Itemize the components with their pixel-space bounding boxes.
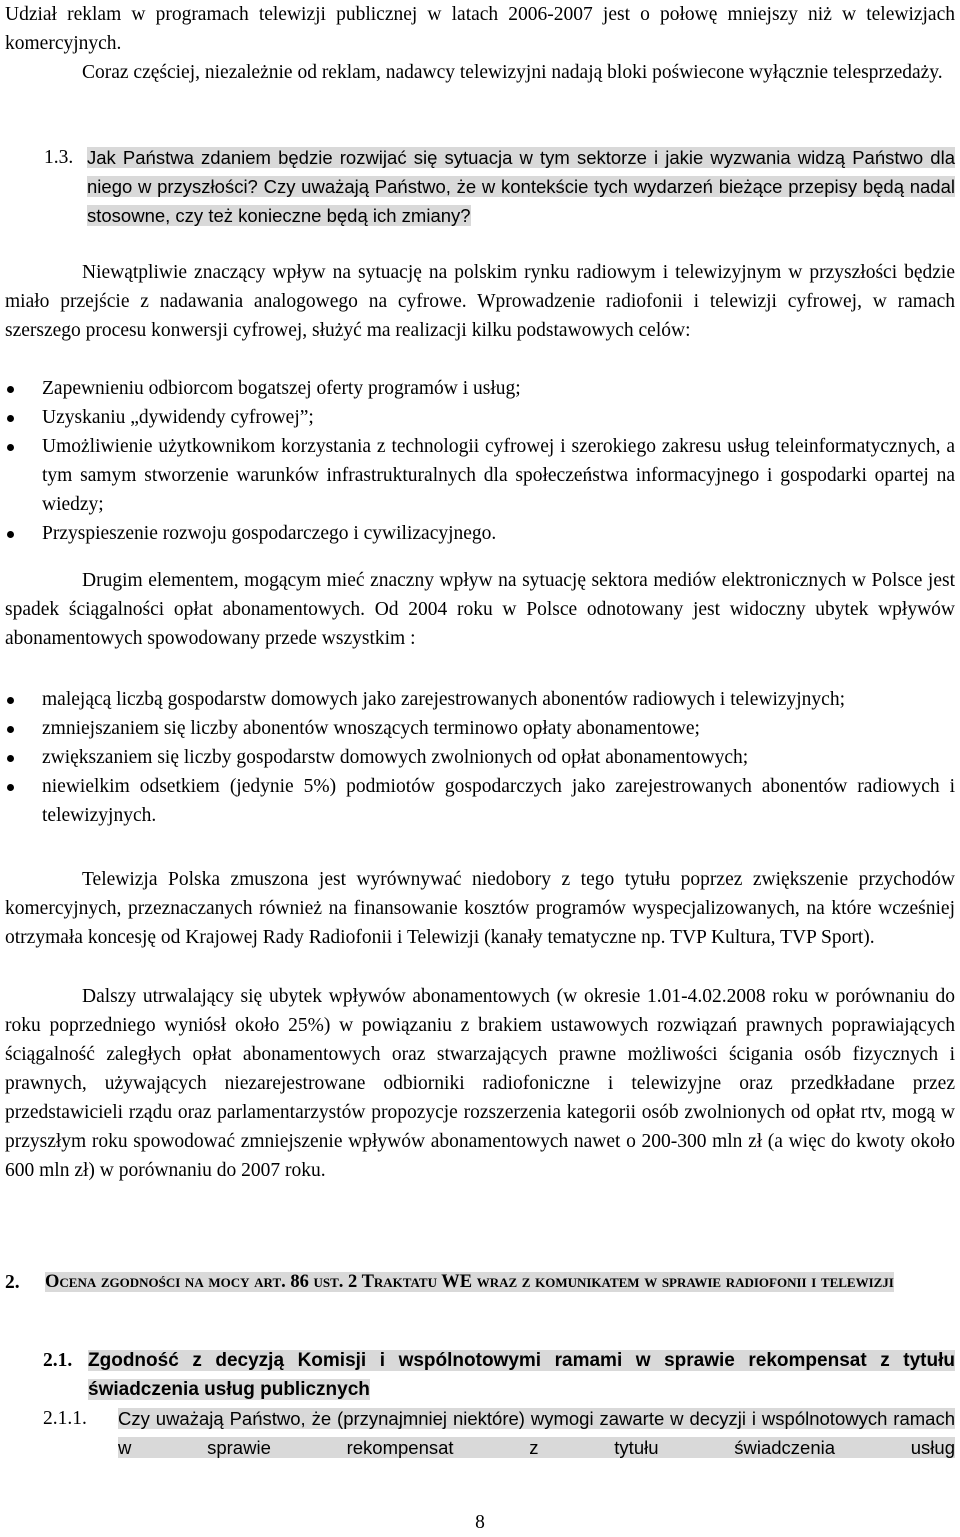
answer-digital-paragraph <box>5 258 955 345</box>
list-item <box>5 685 955 714</box>
page-number: 8 <box>475 1512 485 1533</box>
list-item-text: Umożliwienie użytkownikom korzystania z technologii cyfrowej i szerokiego zakresu usług teleinformatycznych, a tym samym stworzenie warunków infrastrukturalnych dla społeczeństwa informacyjnego i gospodarki opartej na wiedzy; <box>42 436 955 515</box>
question-text <box>87 143 955 230</box>
answer-tvp-text: Telewizja Polska zmuszona jest wyrównywać niedobory z tego tytułu poprzez zwiększenie przychodów komercyjnych, przeznaczanych również na finansowanie kosztów programów wyspecjalizowanych, na które wcześniej otrzymała koncesję od Krajowej Rady Radiofonii i Telewizji (kanały tematyczne np. TVP Kultura, TVP Sport). <box>5 869 955 948</box>
section-title-text: Ocena zgodności na mocy art. 86 ust. 2 Traktatu WE wraz z komunikatem w sprawie radiofonii i telewizji <box>45 1272 894 1292</box>
bullet-icon <box>7 697 14 704</box>
subsubsection-highlighted-text: Czy uważają Państwo, że (przynajmniej niektóre) wymogi zawarte w decyzji i wspólnotowych ramach w sprawie rekompensat z tytułu świadczenia usług <box>118 1408 955 1458</box>
list-item <box>5 714 955 743</box>
list-item-text: zwiększaniem się liczby gospodarstw domowych zwolnionych od opłat abonamentowych; <box>42 747 749 768</box>
answer-digital-text: Niewątpliwie znaczący wpływ na sytuację na polskim rynku radiowym i telewizyjnym w przyszłości będzie miało przejście z nadawania analogowego na cyfrowe. Wprowadzenie radiofonii i telewizji cyfrowej, w ramach szerszego procesu konwersji cyfrowej, służyć ma realizacji kilku podstawowych celów: <box>5 262 955 341</box>
list-item-text: niewielkim odsetkiem (jedynie 5%) podmiotów gospodarczych jako zarejestrowanych abonentów radiowych i telewizyjnych. <box>42 776 955 826</box>
reasons-list <box>5 685 955 830</box>
bullet-icon <box>7 415 14 422</box>
list-item-text: malejącą liczbą gospodarstw domowych jako zarejestrowanych abonentów radiowych i telewizyjnych; <box>42 689 846 710</box>
answer-tvp-paragraph <box>5 865 955 952</box>
list-item-text: Uzyskaniu „dywidendy cyfrowej”; <box>42 407 314 428</box>
intro-teleshopping-text: Coraz częściej, niezależnie od reklam, nadawcy telewizyjni nadają bloki poświecone wyłącznie telesprzedaży. <box>82 62 943 83</box>
subsection-number: 2.1. <box>43 1350 73 1371</box>
answer-decline-paragraph <box>5 982 955 1185</box>
list-item <box>5 519 955 548</box>
subsubsection-text <box>118 1404 955 1462</box>
list-item-text: zmniejszaniem się liczby abonentów wnoszących terminowo opłaty abonamentowe; <box>42 718 700 739</box>
list-item <box>5 403 955 432</box>
answer-decline-text: Dalszy utrwalający się ubytek wpływów abonamentowych (w okresie 1.01-4.02.2008 roku w porównaniu do roku poprzedniego wyniósł około 25%) w powiązaniu z brakiem ustawowych rozwiązań prawnych poprawiających ściągalność zaległych opłat abonamentowych oraz stwarzających prawne możliwości ścigania osób fizycznych i prawnych, używających niezarejestrowane odbiorniki radiofoniczne i telewizyjne oraz przedkładane przez przedstawicieli rządu oraz parlamentarzystów propozycje rozszerzenia kategorii osób zwolnionych od opłat rtv, mogą w przyszłym roku spowodować zmniejszenie wpływów abonamentowych nawet o 200-300 mln zł (a więc do kwoty około 600 mln zł) w porównaniu do 2007 roku. <box>5 986 955 1181</box>
subsection-title-text: Zgodność z decyzją Komisji i wspólnotowymi ramami w sprawie rekompensat z tytułu świadczenia usług publicznych <box>88 1350 955 1400</box>
bullet-icon <box>7 784 14 791</box>
goals-list <box>5 374 955 548</box>
subsubsection-number: 2.1.1. <box>43 1408 87 1429</box>
bullet-icon <box>7 444 14 451</box>
intro-paragraph-ads <box>5 0 955 58</box>
bullet-icon <box>7 386 14 393</box>
list-item <box>5 743 955 772</box>
question-highlighted-text: Jak Państwa zdaniem będzie rozwijać się sytuacja w tym sektorze i jakie wyzwania widzą Państwo dla niego w przyszłości? Czy uważają Państwo, że w kontekście tych wydarzeń bieżące przepisy będą nadal stosowne, czy też konieczne będą ich zmiany? <box>87 147 955 226</box>
bullet-icon <box>7 755 14 762</box>
answer-licence-paragraph <box>5 566 955 653</box>
question-number: 1.3. <box>44 147 74 168</box>
section-number: 2. <box>5 1272 20 1293</box>
section-title <box>45 1268 955 1297</box>
bullet-icon <box>7 726 14 733</box>
intro-paragraph-teleshopping <box>5 58 955 87</box>
answer-licence-text: Drugim elementem, mogącym mieć znaczny wpływ na sytuację sektora mediów elektronicznych w Polsce jest spadek ściągalności opłat abonamentowych. Od 2004 roku w Polsce odnotowany jest widoczny ubytek wpływów abonamentowych spowodowany przede wszystkim : <box>5 570 955 649</box>
subsection-title <box>88 1346 955 1404</box>
list-item-text: Przyspieszenie rozwoju gospodarczego i cywilizacyjnego. <box>42 523 497 544</box>
list-item-text: Zapewnieniu odbiorcom bogatszej oferty programów i usług; <box>42 378 521 399</box>
list-item <box>5 772 955 830</box>
bullet-icon <box>7 531 14 538</box>
list-item <box>5 374 955 403</box>
list-item <box>5 432 955 519</box>
intro-ads-text: Udział reklam w programach telewizji publicznej w latach 2006-2007 jest o połowę mniejszy niż w telewizjach komercyjnych. <box>5 4 955 54</box>
